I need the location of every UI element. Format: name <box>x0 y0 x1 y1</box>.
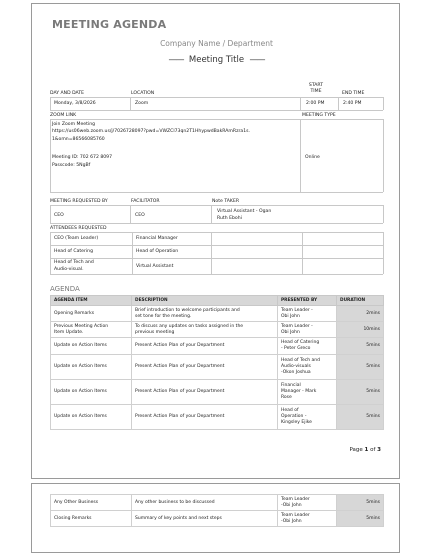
description-cell-line: Present Action Plan of your Department <box>135 343 225 348</box>
presented-by-cell-line: - Peter Greco <box>281 346 311 351</box>
page-number: Page 1 of 3 <box>349 447 381 453</box>
duration-cell: 10mins <box>337 322 384 338</box>
note-taker-label: Note TAKER <box>212 199 240 204</box>
presented-by-cell-line: Obi John <box>281 329 300 335</box>
meeting-id: Meeting ID: 702 672 8097 <box>52 155 113 160</box>
duration-cell: 5mins <box>337 338 384 355</box>
col-presented-by: PRESENTED BY <box>278 296 337 306</box>
presented-by-cell-line: Manager - Mark <box>281 389 317 394</box>
attendees-label: ATTENDEES REQUESTED <box>50 226 107 231</box>
page-title: MEETING AGENDA <box>52 18 167 31</box>
presented-by-cell-line: -Obi John <box>281 502 302 508</box>
description-cell <box>132 306 278 322</box>
presented-by-cell-line: Team Leader - <box>281 323 313 329</box>
col-duration: DURATION <box>337 296 384 306</box>
description-cell-line: To discuss any updates on tasks assigned in the <box>135 323 244 329</box>
agenda-item-cell-line: Item Update. <box>54 329 84 335</box>
company-name: Company Name / Department <box>160 39 273 48</box>
presented-by-cell-line: Financial <box>281 383 301 388</box>
description-cell <box>132 338 278 355</box>
passcode: Passcode: 5NgBf <box>52 163 91 168</box>
start-time-value: 2:00 PM <box>306 101 325 106</box>
description-cell <box>132 405 278 430</box>
duration-cell: 5mins <box>337 380 384 405</box>
attendee-4: Head of Operation <box>136 249 179 254</box>
presented-by-cell-line: Kingsley Ejike <box>281 420 312 425</box>
facilitator-value: CEO <box>135 213 145 218</box>
requested-by-label: MEETING REQUESTED BY <box>50 199 108 204</box>
presented-by-cell-line: Audio-visuals <box>281 364 311 369</box>
duration-cell: 5mins <box>337 405 384 430</box>
agenda-header-row <box>51 296 384 306</box>
end-time-label: END TIME <box>342 91 365 96</box>
agenda-page-1 <box>31 3 400 479</box>
presented-by-cell <box>278 306 337 322</box>
col-agenda-item: AGENDA ITEM <box>51 296 132 306</box>
description-cell-line: Any other business to be discussed <box>135 499 215 505</box>
agenda-item-cell <box>51 405 132 430</box>
table-row <box>51 355 384 380</box>
presented-by-cell <box>278 355 337 380</box>
note-taker-value-1: Virtual Assistant - Ogan <box>217 209 272 214</box>
presented-by-cell-line: -Obi John <box>281 518 302 524</box>
attendee-6: Virtual Assistant <box>136 264 174 269</box>
requested-by-value: CEO <box>54 213 64 218</box>
agenda-item-cell-line: Previous Meeting Action <box>54 323 109 329</box>
note-taker-value-2: Ruth Ebohi <box>217 216 242 221</box>
location-value: Zoom <box>135 101 149 106</box>
location-label: LOCATION <box>131 91 155 96</box>
presented-by-cell-line: -Okon Joshua <box>281 370 311 375</box>
attendee-5-cont: Audio-visual. <box>54 267 84 272</box>
description-cell-line: previous meeting <box>135 329 175 335</box>
attendee-5: Head of Tech and <box>54 260 94 265</box>
end-time-value: 2:40 PM <box>343 101 362 106</box>
table-row <box>51 380 384 405</box>
description-cell-line: Present Action Plan of your Department <box>135 414 225 419</box>
presented-by-cell <box>278 405 337 430</box>
table-row <box>51 322 384 338</box>
facilitator-label: FACILITATOR <box>131 199 160 204</box>
agenda-table-continued <box>50 494 384 527</box>
agenda-item-cell-line: Closing Remarks <box>54 515 92 521</box>
presented-by-cell-line: Operation - <box>281 414 307 419</box>
meeting-type-label: MEETING TYPE <box>302 113 336 118</box>
description-cell-line: Brief introduction to welcome participants and <box>135 307 240 313</box>
presented-by-cell-line: Team Leader <box>281 512 310 518</box>
agenda-page-2 <box>31 483 400 553</box>
agenda-heading: AGENDA <box>50 285 80 293</box>
presented-by-cell-line: Head of <box>281 408 299 413</box>
agenda-item-cell <box>51 495 132 511</box>
agenda-item-cell-line: Opening Remarks <box>54 310 95 316</box>
agenda-table <box>50 295 384 430</box>
agenda-item-cell <box>51 322 132 338</box>
table-row <box>51 306 384 322</box>
zoom-link-label: ZOOM LINK <box>50 113 77 118</box>
presented-by-cell-line: Team Leader - <box>281 307 313 313</box>
presented-by-cell <box>278 338 337 355</box>
table-row <box>51 495 384 511</box>
agenda-item-cell <box>51 338 132 355</box>
attendee-3: Head of Catering <box>54 249 94 254</box>
duration-cell: 5mins <box>337 355 384 380</box>
agenda-item-cell-line: Any Other Business <box>54 499 99 505</box>
agenda-item-cell-line: Update on Action Items <box>54 364 107 369</box>
meeting-type-value: Online <box>305 155 320 160</box>
agenda-item-cell-line: Update on Action Items <box>54 414 107 419</box>
day-date-label: DAY AND DATE <box>50 91 85 96</box>
presented-by-cell-line: Head of Tech and <box>281 358 320 363</box>
description-cell <box>132 495 278 511</box>
zoom-link[interactable]: https://us06web.zoom.us/j/7026728097?pwd=VWZCl73qn2T1HhypwdBakRAmRzra1s. <box>52 129 250 134</box>
description-cell <box>132 322 278 338</box>
duration-cell: 5mins <box>337 511 384 527</box>
table-row <box>51 405 384 430</box>
presented-by-cell-line: Team Leader <box>281 496 310 502</box>
presented-by-cell <box>278 495 337 511</box>
agenda-item-cell-line: Update on Action Items <box>54 389 107 394</box>
duration-cell: 5mins <box>337 495 384 511</box>
description-cell <box>132 511 278 527</box>
presented-by-cell-line: Obi John <box>281 313 300 319</box>
zoom-line-3: 1&omn=86566085760 <box>52 137 105 142</box>
description-cell-line: set tone for the meeting. <box>135 313 192 319</box>
day-date-value: Monday, 3/8/2026 <box>54 101 96 106</box>
attendee-1: CEO (Team Leader) <box>54 236 99 241</box>
presented-by-cell-line: Head of Catering <box>281 340 320 345</box>
start-time-label: START TIME <box>308 83 324 94</box>
presented-by-cell-line: Rose <box>281 395 292 400</box>
description-cell-line: Present Action Plan of your Department <box>135 364 225 369</box>
description-cell <box>132 380 278 405</box>
meeting-title: —— Meeting Title —— <box>168 55 265 65</box>
presented-by-cell <box>278 380 337 405</box>
description-cell-line: Summary of key points and next steps <box>135 515 222 521</box>
table-row <box>51 338 384 355</box>
col-description: DESCRIPTION <box>132 296 278 306</box>
agenda-item-cell <box>51 380 132 405</box>
description-cell <box>132 355 278 380</box>
agenda-item-cell <box>51 306 132 322</box>
presented-by-cell <box>278 322 337 338</box>
duration-cell: 2mins <box>337 306 384 322</box>
attendee-2: Financial Manager <box>136 236 178 241</box>
agenda-item-cell-line: Update on Action Items <box>54 343 107 348</box>
zoom-line-1: Join Zoom Meeting <box>52 122 96 127</box>
table-row <box>51 511 384 527</box>
agenda-item-cell <box>51 355 132 380</box>
presented-by-cell <box>278 511 337 527</box>
agenda-item-cell <box>51 511 132 527</box>
description-cell-line: Present Action Plan of your Department <box>135 389 225 394</box>
